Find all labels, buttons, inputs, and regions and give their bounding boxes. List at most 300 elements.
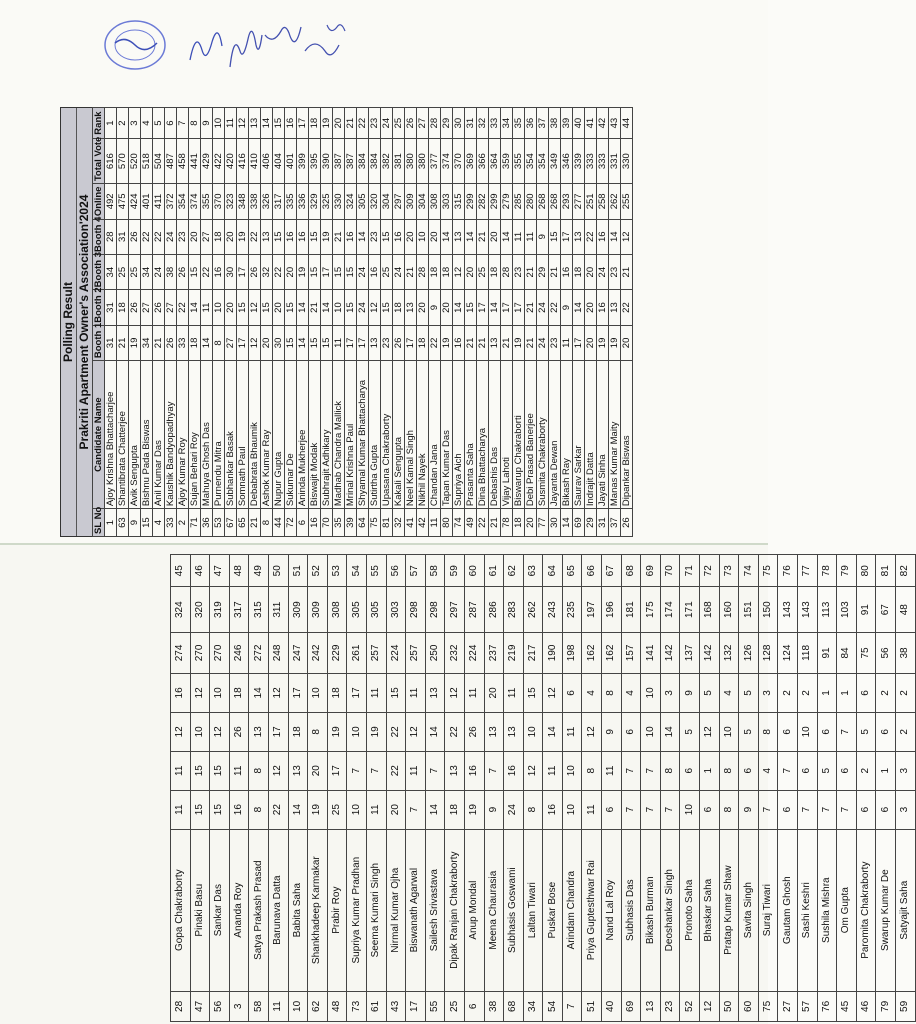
cell-total-vote: 387 [345,139,357,184]
cell-candidate-name: Dipankar Biswas [621,361,633,509]
cell-sl-no: 18 [513,509,525,537]
cell-online: 355 [201,184,213,219]
cell-candidate-name: Mrinal Krishna Paul [345,361,357,509]
cell-booth-3: 11 [562,712,582,751]
cell-rank: 70 [660,555,680,588]
cell-booth-2: 9 [561,290,573,325]
cell-booth-3: 18 [573,254,585,289]
cell-candidate-name: Aninda Mukherjee [297,361,309,509]
table-row [177,108,189,537]
cell-booth-3: 5 [856,712,876,751]
cell-total-vote: 420 [225,139,237,184]
cell-booth-1: 19 [441,325,453,360]
cell-online: 190 [543,632,563,673]
cell-candidate-name: Paromita Chakraborty [856,829,876,991]
cell-booth-2: 7 [347,751,367,790]
cell-rank: 81 [876,555,896,588]
table-row [477,108,489,537]
cell-rank: 80 [856,555,876,588]
cell-candidate-name: Seema Kumari Singh [366,829,386,991]
table-row [700,555,720,1022]
cell-booth-1: 14 [288,790,308,829]
cell-booth-4: 12 [445,673,465,712]
cell-booth-2: 17 [327,751,347,790]
cell-rank: 40 [573,108,585,139]
cell-rank: 43 [609,108,621,139]
cell-sl-no: 61 [366,991,386,1021]
cell-sl-no: 38 [484,991,504,1021]
cell-booth-3: 8 [308,712,328,751]
cell-sl-no: 40 [602,991,622,1021]
cell-booth-3: 18 [441,254,453,289]
cell-online: 246 [229,632,249,673]
table-row [308,555,328,1022]
cell-booth-3: 23 [513,254,525,289]
table-row [719,555,739,1022]
table-row [201,108,213,537]
cell-booth-4: 16 [285,219,297,254]
cell-candidate-name: Babita Saha [288,829,308,991]
cell-candidate-name: Kaushik Bandyopadhyay [165,361,177,509]
cell-sl-no: 12 [700,991,720,1021]
cell-booth-1: 23 [381,325,393,360]
cell-sl-no: 63 [117,509,129,537]
cell-rank: 27 [417,108,429,139]
cell-booth-1: 10 [347,790,367,829]
cell-booth-1: 18 [417,325,429,360]
cell-booth-3: 15 [309,254,321,289]
cell-sl-no: 53 [213,509,225,537]
cell-booth-1: 7 [641,790,661,829]
table-row [369,108,381,537]
cell-rank: 51 [288,555,308,588]
cell-sl-no: 9 [129,509,141,537]
cell-sl-no: 17 [406,991,426,1021]
table-row [609,108,621,537]
cell-online: 308 [429,184,441,219]
cell-candidate-name: Kakali Sengupta [393,361,405,509]
cell-candidate-name: Pratap Kumar Shaw [719,829,739,991]
cell-booth-4: 2 [876,673,896,712]
cell-sl-no: 56 [210,991,230,1021]
cell-booth-3: 6 [876,712,896,751]
cell-sl-no: 20 [525,509,537,537]
cell-booth-3: 23 [609,254,621,289]
cell-rank: 31 [465,108,477,139]
cell-rank: 73 [719,555,739,588]
cell-booth-3: 20 [465,254,477,289]
cell-booth-4: 1 [837,673,857,712]
cell-booth-2: 14 [189,290,201,325]
cell-booth-4: 11 [464,673,484,712]
cell-candidate-name: Manas Kumar Maity [609,361,621,509]
cell-online: 242 [308,632,328,673]
cell-booth-1: 7 [406,790,426,829]
cell-booth-1: 16 [453,325,465,360]
cell-candidate-name: Anil Kumar Das [153,361,165,509]
table-row [268,555,288,1022]
cell-online: 142 [660,632,680,673]
cell-booth-3: 24 [357,254,369,289]
cell-sl-no: 78 [501,509,513,537]
cell-candidate-name: Jayati Sinha [597,361,609,509]
cell-candidate-name: Somnath Paul [237,361,249,509]
cell-booth-1: 11 [582,790,602,829]
cell-online: 91 [817,632,837,673]
cell-sl-no: 13 [641,991,661,1021]
cell-rank: 63 [523,555,543,588]
cell-booth-4: 12 [543,673,563,712]
cell-total-vote: 305 [347,587,367,632]
cell-booth-4: 11 [406,673,426,712]
cell-candidate-name: Nupur Gupta [273,361,285,509]
table-row [895,555,915,1022]
cell-online: 224 [386,632,406,673]
table-row [445,555,465,1022]
cell-candidate-name: Mahuya Ghosh Das [201,361,213,509]
table-row [523,555,543,1022]
cell-booth-4: 16 [171,673,191,712]
cell-online: 277 [573,184,585,219]
cell-booth-1: 19 [129,325,141,360]
cell-booth-4: 10 [210,673,230,712]
cell-rank: 29 [441,108,453,139]
table-row [321,108,333,537]
cell-sl-no: 45 [837,991,857,1021]
cell-sl-no: 62 [308,991,328,1021]
table-row [429,108,441,537]
cell-rank: 1 [105,108,117,139]
cell-online: 324 [345,184,357,219]
cell-total-vote: 181 [621,587,641,632]
cell-booth-4: 10 [417,219,429,254]
cell-rank: 64 [543,555,563,588]
cell-booth-1: 9 [739,790,759,829]
cell-booth-1: 20 [386,790,406,829]
cell-rank: 76 [778,555,798,588]
cell-rank: 71 [680,555,700,588]
cell-candidate-name: Anup Mondal [464,829,484,991]
header-candidate-name: Candidate Name [93,361,105,509]
cell-online: 424 [129,184,141,219]
cell-total-vote: 330 [621,139,633,184]
cell-online: 330 [333,184,345,219]
table-row [582,555,602,1022]
cell-rank: 48 [229,555,249,588]
cell-sl-no: 15 [141,509,153,537]
cell-total-vote: 333 [597,139,609,184]
cell-booth-2: 8 [249,751,269,790]
cell-booth-3: 19 [366,712,386,751]
cell-sl-no: 3 [229,991,249,1021]
cell-online: 157 [621,632,641,673]
cell-rank: 17 [297,108,309,139]
cell-total-vote: 298 [406,587,426,632]
table-row [189,108,201,537]
cell-booth-4: 15 [309,219,321,254]
cell-rank: 49 [249,555,269,588]
cell-booth-3: 18 [489,254,501,289]
cell-booth-4: 2 [798,673,818,712]
cell-booth-2: 21 [525,290,537,325]
cell-sl-no: 51 [582,991,602,1021]
cell-booth-1: 15 [285,325,297,360]
table-row [333,108,345,537]
cell-total-vote: 308 [327,587,347,632]
cell-booth-1: 10 [680,790,700,829]
cell-booth-2: 17 [477,290,489,325]
table-row [285,108,297,537]
cell-sl-no: 44 [273,509,285,537]
cell-booth-4: 16 [297,219,309,254]
cell-online: 229 [327,632,347,673]
cell-candidate-name: Shyamal Kumar Bhattacharya [357,361,369,509]
cell-booth-2: 4 [758,751,778,790]
cell-total-vote: 311 [268,587,288,632]
cell-booth-1: 6 [876,790,896,829]
cell-total-vote: 160 [719,587,739,632]
cell-booth-3: 10 [719,712,739,751]
cell-booth-2: 2 [856,751,876,790]
cell-candidate-name: Satyajit Saha [895,829,915,991]
cell-booth-4: 2 [895,673,915,712]
cell-sl-no: 23 [660,991,680,1021]
cell-rank: 44 [621,108,633,139]
cell-booth-2: 6 [739,751,759,790]
cell-booth-4: 14 [249,673,269,712]
cell-total-vote: 196 [602,587,622,632]
cell-booth-1: 6 [778,790,798,829]
cell-sl-no: 55 [425,991,445,1021]
cell-sl-no: 72 [285,509,297,537]
cell-total-vote: 504 [153,139,165,184]
cell-booth-3: 25 [129,254,141,289]
cell-candidate-name: Subhankar Basak [225,361,237,509]
cell-sl-no: 21 [249,509,261,537]
cell-booth-4: 17 [347,673,367,712]
cell-booth-2: 5 [817,751,837,790]
cell-sl-no: 2 [177,509,189,537]
cell-booth-2: 14 [453,290,465,325]
table-row [171,555,191,1022]
cell-booth-3: 18 [429,254,441,289]
cell-booth-4: 26 [129,219,141,254]
cell-candidate-name: Bikash Ray [561,361,573,509]
cell-total-vote: 67 [876,587,896,632]
cell-booth-3: 26 [464,712,484,751]
cell-candidate-name: Barunava Datta [268,829,288,991]
cell-candidate-name: Vijay Lahoti [501,361,513,509]
cell-booth-4: 23 [177,219,189,254]
cell-booth-4: 22 [141,219,153,254]
cell-booth-2: 15 [210,751,230,790]
table-row [417,108,429,537]
cell-booth-1: 11 [366,790,386,829]
cell-booth-2: 11 [543,751,563,790]
cell-booth-2: 8 [582,751,602,790]
cell-sl-no: 75 [369,509,381,537]
table-row [758,555,778,1022]
cell-rank: 37 [537,108,549,139]
cell-online: 335 [285,184,297,219]
table-row [210,555,230,1022]
cell-total-vote: 366 [477,139,489,184]
cell-booth-4: 11 [366,673,386,712]
cell-sl-no: 74 [453,509,465,537]
cell-booth-4: 11 [525,219,537,254]
cell-candidate-name: Sashi Keshri [798,829,818,991]
page-subtitle: Prakriti Apartment Owner's Association'2024 [76,108,92,536]
cell-booth-3: 12 [406,712,426,751]
cell-rank: 24 [381,108,393,139]
cell-rank: 4 [141,108,153,139]
cell-online: 258 [597,184,609,219]
cell-booth-2: 6 [680,751,700,790]
cell-booth-2: 22 [177,290,189,325]
cell-online: 304 [417,184,429,219]
cell-online: 303 [441,184,453,219]
table-row [381,108,393,537]
cell-booth-1: 17 [573,325,585,360]
cell-sl-no: 33 [165,509,177,537]
cell-online: 299 [489,184,501,219]
cell-booth-2: 20 [585,290,597,325]
cell-online: 219 [504,632,524,673]
cell-booth-4: 22 [153,219,165,254]
table-row [549,108,561,537]
cell-booth-3: 16 [561,254,573,289]
cell-rank: 52 [308,555,328,588]
results-table-second [170,554,916,1022]
cell-candidate-name: Sushila Mishra [817,829,837,991]
cell-rank: 55 [366,555,386,588]
table-row [345,108,357,537]
cell-booth-2: 14 [489,290,501,325]
cell-booth-2: 24 [357,290,369,325]
cell-booth-1: 12 [249,325,261,360]
cell-online: 257 [366,632,386,673]
cell-candidate-name: Om Gupta [837,829,857,991]
cell-online: 255 [621,184,633,219]
cell-sl-no: 25 [445,991,465,1021]
table-row [441,108,453,537]
cell-sl-no: 52 [680,991,700,1021]
cell-booth-1: 14 [201,325,213,360]
cell-online: 305 [357,184,369,219]
table-row [501,108,513,537]
cell-rank: 82 [895,555,915,588]
cell-total-vote: 317 [229,587,249,632]
cell-candidate-name: Sailesh Srivastava [425,829,445,991]
cell-candidate-name: Biswarup Chakraborti [513,361,525,509]
cell-booth-2: 13 [609,290,621,325]
cell-sl-no: 75 [758,991,778,1021]
cell-total-vote: 364 [489,139,501,184]
cell-booth-4: 15 [549,219,561,254]
cell-booth-4: 20 [484,673,504,712]
cell-booth-1: 7 [660,790,680,829]
cell-candidate-name: Supriya Aich [453,361,465,509]
cell-total-vote: 168 [700,587,720,632]
cell-booth-2: 26 [129,290,141,325]
cell-booth-4: 19 [237,219,249,254]
cell-booth-1: 19 [597,325,609,360]
cell-total-vote: 458 [177,139,189,184]
cell-booth-1: 10 [562,790,582,829]
cell-candidate-name: Biswanath Agarwal [406,829,426,991]
cell-booth-3: 6 [621,712,641,751]
cell-booth-1: 20 [585,325,597,360]
cell-candidate-name: Indrajit Datta [585,361,597,509]
cell-booth-1: 24 [504,790,524,829]
cell-online: 118 [798,632,818,673]
cell-rank: 50 [268,555,288,588]
cell-booth-1: 3 [895,790,915,829]
cell-booth-2: 6 [798,751,818,790]
cell-booth-3: 17 [268,712,288,751]
cell-candidate-name: Pronoto Saha [680,829,700,991]
cell-booth-4: 13 [261,219,273,254]
cell-online: 84 [837,632,857,673]
results-table-second-wrapper [170,554,911,1022]
cell-booth-3: 14 [660,712,680,751]
cell-online: 248 [268,632,288,673]
table-row [141,108,153,537]
cell-online: 268 [537,184,549,219]
cell-rank: 35 [513,108,525,139]
cell-rank: 14 [261,108,273,139]
cell-booth-4: 19 [321,219,333,254]
cell-booth-3: 12 [700,712,720,751]
cell-booth-2: 10 [562,751,582,790]
cell-booth-4: 23 [369,219,381,254]
table-row [856,555,876,1022]
cell-booth-4: 18 [327,673,347,712]
cell-sl-no: 10 [288,991,308,1021]
cell-total-vote: 197 [582,587,602,632]
cell-booth-4: 12 [190,673,210,712]
cell-booth-4: 10 [308,673,328,712]
cell-total-vote: 387 [333,139,345,184]
cell-sl-no: 31 [597,509,609,537]
cell-booth-2: 13 [405,290,417,325]
cell-booth-3: 19 [327,712,347,751]
cell-booth-3: 12 [171,712,191,751]
cell-booth-1: 23 [549,325,561,360]
signature-1 [190,33,222,60]
cell-rank: 8 [189,108,201,139]
cell-booth-4: 5 [739,673,759,712]
cell-sl-no: 11 [268,991,288,1021]
cell-total-vote: 283 [504,587,524,632]
cell-online: 75 [856,632,876,673]
cell-rank: 60 [464,555,484,588]
cell-rank: 3 [129,108,141,139]
table-row [288,555,308,1022]
cell-total-vote: 382 [381,139,393,184]
cell-candidate-name: Biswajit Modak [309,361,321,509]
cell-sl-no: 77 [537,509,549,537]
cell-candidate-name: Priya Guptesthwar Rai [582,829,602,991]
cell-booth-3: 24 [393,254,405,289]
signature-3 [265,27,301,42]
cell-rank: 33 [489,108,501,139]
cell-booth-1: 27 [225,325,237,360]
cell-booth-4: 15 [381,219,393,254]
table-row [129,108,141,537]
cell-booth-4: 20 [189,219,201,254]
cell-booth-4: 21 [333,219,345,254]
